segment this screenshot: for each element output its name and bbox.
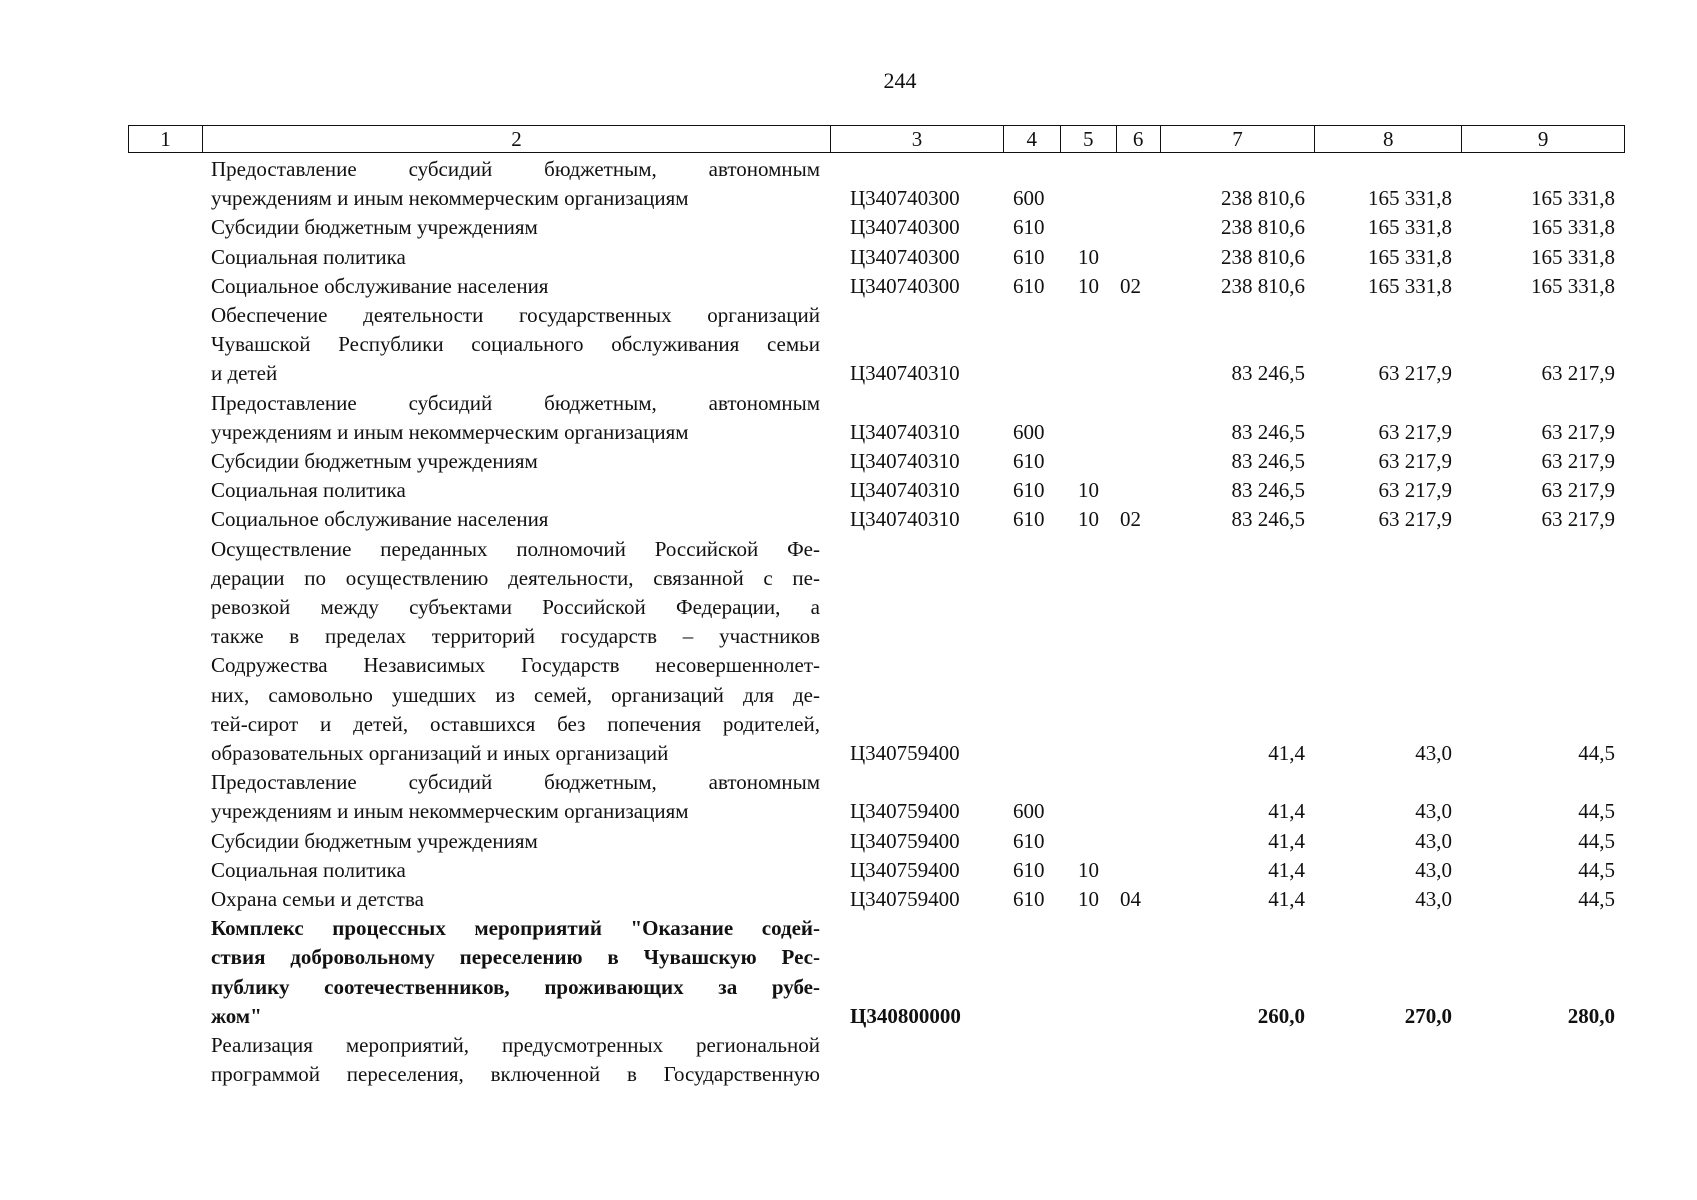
- amount-col-8: 165 331,8: [1368, 215, 1452, 240]
- target-code: Ц340759400: [850, 857, 960, 882]
- amount-col-9: 44,5: [1578, 887, 1615, 912]
- target-code: Ц340740310: [850, 478, 960, 503]
- target-code: Ц340759400: [850, 799, 960, 824]
- expense-type: 600: [1013, 419, 1045, 444]
- target-code: Ц340740300: [850, 244, 960, 269]
- description-line: дерации по осуществлению деятельности, связанной с пе-: [211, 565, 820, 590]
- amount-col-7: 83 246,5: [1231, 507, 1305, 532]
- description-line: Предоставление субсидий бюджетным, автономным: [211, 157, 820, 181]
- description-line: учреждениям и иным некоммерческим организациям: [211, 419, 689, 444]
- row-description: [201, 885, 830, 914]
- row-description: [201, 856, 830, 885]
- row-description: [201, 272, 830, 301]
- target-code: Ц340740300: [850, 273, 960, 298]
- expense-type: 610: [1013, 215, 1045, 240]
- description-line: жом": [211, 1003, 262, 1028]
- description-line: ревозкой между субъектами Российской Федерации, а: [211, 595, 820, 620]
- target-code: Ц340759400: [850, 828, 960, 853]
- subsection: 02: [1120, 273, 1141, 298]
- section: 10: [1078, 507, 1099, 532]
- section: 10: [1078, 857, 1099, 882]
- expense-type: 600: [1013, 799, 1045, 824]
- description-line: учреждениям и иным некоммерческим организациям: [211, 186, 689, 211]
- amount-col-9: 63 217,9: [1541, 478, 1615, 503]
- target-code: Ц340740310: [850, 361, 960, 386]
- amount-col-7: 83 246,5: [1231, 449, 1305, 474]
- amount-col-9: 44,5: [1578, 741, 1615, 766]
- expense-type: 610: [1013, 857, 1045, 882]
- expense-type: 610: [1013, 478, 1045, 503]
- amount-col-8: 63 217,9: [1378, 361, 1452, 386]
- amount-col-7: 260,0: [1257, 1003, 1305, 1028]
- amount-col-9: 165 331,8: [1531, 215, 1615, 240]
- target-code: Ц340800000: [850, 1003, 961, 1028]
- section: 10: [1078, 887, 1099, 912]
- row-description: [201, 389, 830, 447]
- description-line: Субсидии бюджетным учреждениям: [211, 449, 538, 474]
- description-line: Социальная политика: [211, 857, 406, 882]
- amount-col-7: 238 810,6: [1221, 273, 1305, 298]
- table-row: [128, 827, 1625, 856]
- amount-col-8: 43,0: [1415, 828, 1452, 853]
- expense-type: 610: [1013, 828, 1045, 853]
- description-line: Содружества Независимых Государств несовершеннолет-: [211, 653, 820, 678]
- amount-col-8: 43,0: [1415, 887, 1452, 912]
- amount-col-8: 165 331,8: [1368, 244, 1452, 269]
- row-description: [201, 1031, 830, 1089]
- row-description: [201, 243, 830, 272]
- description-line: Социальная политика: [211, 244, 406, 269]
- table-row: [128, 272, 1625, 301]
- table-row: [128, 914, 1625, 1031]
- description-line: образовательных организаций и иных организаций: [211, 741, 669, 766]
- header-col-9: 9: [1461, 126, 1624, 152]
- header-col-8: 8: [1314, 126, 1461, 152]
- description-line: Предоставление субсидий бюджетным, автономным: [211, 770, 820, 795]
- amount-col-7: 83 246,5: [1231, 478, 1305, 503]
- amount-col-7: 41,4: [1268, 799, 1305, 824]
- description-line: них, самовольно ушедших из семей, организаций для де-: [211, 682, 820, 707]
- row-description: [201, 827, 830, 856]
- amount-col-8: 63 217,9: [1378, 419, 1452, 444]
- amount-col-7: 41,4: [1268, 887, 1305, 912]
- row-description: [201, 301, 830, 389]
- amount-col-8: 43,0: [1415, 857, 1452, 882]
- amount-col-9: 63 217,9: [1541, 507, 1615, 532]
- table-body: [128, 155, 1625, 1090]
- description-line: Охрана семьи и детства: [211, 887, 424, 912]
- table-row: [128, 885, 1625, 914]
- description-line: Социальное обслуживание населения: [211, 273, 549, 298]
- amount-col-9: 165 331,8: [1531, 186, 1615, 211]
- row-description: [201, 535, 830, 769]
- expense-type: 610: [1013, 273, 1045, 298]
- amount-col-7: 83 246,5: [1231, 419, 1305, 444]
- header-col-1: 1: [160, 127, 171, 151]
- row-description: [201, 914, 830, 1031]
- row-description: [201, 505, 830, 534]
- table-row: [128, 243, 1625, 272]
- description-line: учреждениям и иным некоммерческим организациям: [211, 799, 689, 824]
- table-row: [128, 505, 1625, 534]
- subsection: 02: [1120, 507, 1141, 532]
- expense-type: 610: [1013, 449, 1045, 474]
- table-row: [128, 447, 1625, 476]
- amount-col-8: 165 331,8: [1368, 186, 1452, 211]
- target-code: Ц340759400: [850, 741, 960, 766]
- header-col-3: 3: [830, 126, 1003, 152]
- row-description: [201, 155, 830, 213]
- header-col-5: 5: [1060, 126, 1116, 152]
- amount-col-8: 63 217,9: [1378, 449, 1452, 474]
- target-code: Ц340759400: [850, 887, 960, 912]
- amount-col-8: 63 217,9: [1378, 507, 1452, 532]
- expense-type: 610: [1013, 244, 1045, 269]
- amount-col-9: 63 217,9: [1541, 361, 1615, 386]
- amount-col-9: 165 331,8: [1531, 244, 1615, 269]
- amount-col-7: 238 810,6: [1221, 244, 1305, 269]
- table-row: [128, 535, 1625, 769]
- amount-col-7: 41,4: [1268, 741, 1305, 766]
- amount-col-7: 41,4: [1268, 857, 1305, 882]
- expense-type: 610: [1013, 507, 1045, 532]
- section: 10: [1078, 478, 1099, 503]
- description-line: Осуществление переданных полномочий Российской Фе-: [211, 536, 820, 561]
- description-line: Субсидии бюджетным учреждениям: [211, 215, 538, 240]
- target-code: Ц340740310: [850, 449, 960, 474]
- row-description: [201, 213, 830, 242]
- section: 10: [1078, 273, 1099, 298]
- amount-col-7: 238 810,6: [1221, 186, 1305, 211]
- table-row: [128, 768, 1625, 826]
- row-description: [201, 768, 830, 826]
- description-line: Социальное обслуживание населения: [211, 507, 549, 532]
- header-col-4: 4: [1003, 126, 1060, 152]
- header-col-7: 7: [1160, 126, 1315, 152]
- amount-col-9: 63 217,9: [1541, 419, 1615, 444]
- description-line: Предоставление субсидий бюджетным, автономным: [211, 390, 820, 415]
- table-header: [128, 125, 1625, 153]
- description-line: Чувашской Республики социального обслуживания семьи: [211, 332, 820, 357]
- amount-col-8: 43,0: [1415, 741, 1452, 766]
- description-line: также в пределах территорий государств – участников: [211, 624, 820, 649]
- amount-col-8: 43,0: [1415, 799, 1452, 824]
- target-code: Ц340740310: [850, 419, 960, 444]
- amount-col-7: 41,4: [1268, 828, 1305, 853]
- amount-col-9: 63 217,9: [1541, 449, 1615, 474]
- amount-col-9: 280,0: [1567, 1003, 1615, 1028]
- expense-type: 610: [1013, 887, 1045, 912]
- amount-col-9: 44,5: [1578, 857, 1615, 882]
- table-row: [128, 301, 1625, 389]
- description-line: Комплекс процессных мероприятий "Оказание содей-: [211, 916, 820, 941]
- subsection: 04: [1120, 887, 1141, 912]
- table-row: [128, 155, 1625, 213]
- row-description: [201, 476, 830, 505]
- description-line: программой переселения, включенной в Государственную: [211, 1062, 820, 1087]
- amount-col-9: 44,5: [1578, 828, 1615, 853]
- description-line: Субсидии бюджетным учреждениям: [211, 828, 538, 853]
- table-row: [128, 856, 1625, 885]
- page-number: 244: [883, 68, 917, 93]
- header-col-2: 2: [202, 126, 830, 152]
- description-line: и детей: [211, 361, 278, 386]
- expense-type: 600: [1013, 186, 1045, 211]
- table-row: [128, 476, 1625, 505]
- table-row: [128, 389, 1625, 447]
- description-line: Социальная политика: [211, 478, 406, 503]
- description-line: публику соотечественников, проживающих за рубе-: [211, 974, 820, 999]
- description-line: Реализация мероприятий, предусмотренных региональной: [211, 1033, 820, 1058]
- description-line: Обеспечение деятельности государственных организаций: [211, 303, 820, 328]
- description-line: тей-сирот и детей, оставшихся без попечения родителей,: [211, 711, 820, 736]
- description-line: ствия добровольному переселению в Чувашскую Рес-: [211, 945, 820, 970]
- amount-col-8: 63 217,9: [1378, 478, 1452, 503]
- amount-col-8: 165 331,8: [1368, 273, 1452, 298]
- table-row: [128, 1031, 1625, 1089]
- amount-col-8: 270,0: [1404, 1003, 1452, 1028]
- target-code: Ц340740300: [850, 215, 960, 240]
- row-description: [201, 447, 830, 476]
- header-col-6: 6: [1116, 126, 1160, 152]
- amount-col-7: 238 810,6: [1221, 215, 1305, 240]
- section: 10: [1078, 244, 1099, 269]
- amount-col-9: 165 331,8: [1531, 273, 1615, 298]
- table-row: [128, 213, 1625, 242]
- amount-col-9: 44,5: [1578, 799, 1615, 824]
- target-code: Ц340740300: [850, 186, 960, 211]
- target-code: Ц340740310: [850, 507, 960, 532]
- amount-col-7: 83 246,5: [1231, 361, 1305, 386]
